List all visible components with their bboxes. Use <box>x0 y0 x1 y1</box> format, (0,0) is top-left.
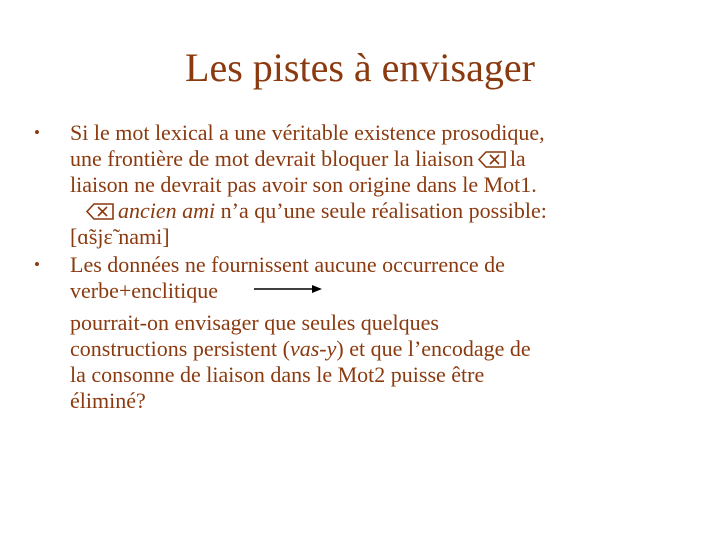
bullet-text: ) et que l’encodage de <box>336 336 531 361</box>
slide-title: Les pistes à envisager <box>185 45 535 90</box>
bullet-text-line <box>70 198 704 224</box>
bullet-text: la <box>509 146 526 171</box>
right-arrow-icon <box>254 283 324 295</box>
bullet-text: constructions persistent ( <box>70 336 290 361</box>
bullet-text-line <box>70 278 704 304</box>
bullet-text-line: Les données ne fournissent aucune occurrence de <box>70 252 505 277</box>
example-word: ami <box>182 198 216 223</box>
bullet-text-line <box>70 146 704 172</box>
bullet-text-line: Si le mot lexical a une véritable existence prosodique, <box>70 120 545 145</box>
bullet-dot: • <box>34 123 40 142</box>
bullet-text-line: pourrait-on envisager que seules quelques <box>70 310 439 335</box>
bullet-text: n’a qu’une seule réalisation possible: <box>215 198 547 223</box>
bullet-text: verbe+enclitique <box>70 278 219 303</box>
x-arrow-icon <box>86 203 114 220</box>
bullet-item <box>34 252 704 414</box>
x-arrow-icon <box>478 151 506 168</box>
bullet-text-line <box>70 336 704 362</box>
bullet-text: une frontière de mot devrait bloquer la liaison <box>70 146 474 171</box>
bullet-text-line: la consonne de liaison dans le Mot2 puisse être <box>70 362 485 387</box>
bullet-text-line: liaison ne devrait pas avoir son origine dans le Mot1. <box>70 172 537 197</box>
example-word: vas-y <box>289 336 337 361</box>
bullet-text-line: éliminé? <box>70 388 146 413</box>
bullet-dot: • <box>34 255 40 274</box>
bullet-item <box>34 120 704 250</box>
example-word: ancien <box>118 198 177 223</box>
slide-content <box>34 120 704 414</box>
phonetic-transcription: [ɑ̃sjɛ̃ nami] <box>70 224 170 249</box>
